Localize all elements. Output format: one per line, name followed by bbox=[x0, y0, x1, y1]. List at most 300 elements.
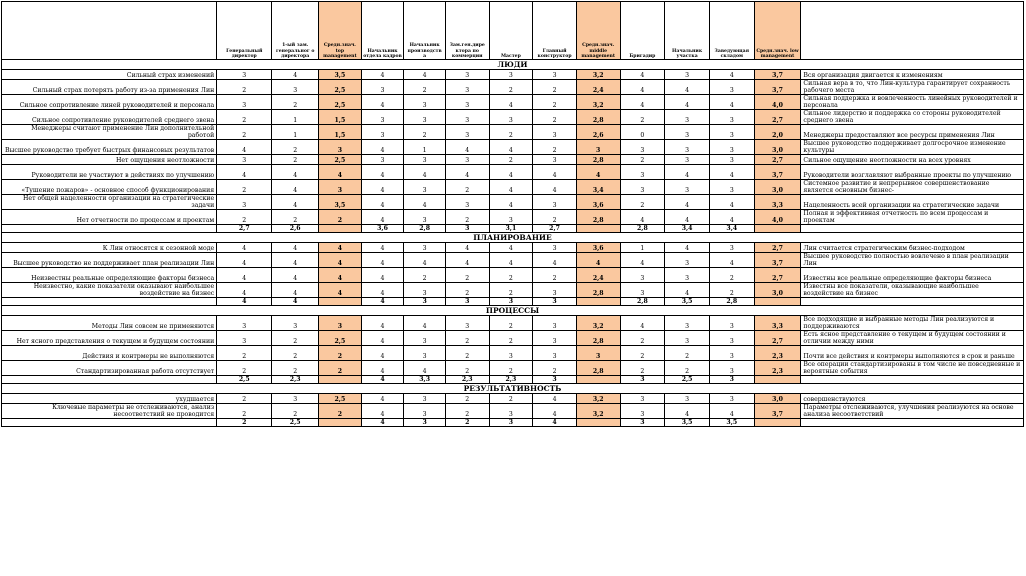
score-cell: 3 bbox=[665, 70, 710, 80]
score-cell: 2 bbox=[620, 155, 665, 165]
average-cell: 2,3 bbox=[489, 376, 533, 384]
score-cell: 3 bbox=[445, 110, 489, 125]
average-cell: 3,1 bbox=[489, 225, 533, 233]
score-cell: 3 bbox=[665, 316, 710, 331]
score-cell: 3,7 bbox=[754, 80, 801, 95]
score-cell: 3 bbox=[404, 243, 446, 253]
row-label: Сильный страх потерять работу из-за применения Лин bbox=[2, 80, 217, 95]
row-label: Высшее руководство не поддерживает план реализации Лин bbox=[2, 253, 217, 268]
score-cell: 3 bbox=[404, 155, 446, 165]
score-cell: 2 bbox=[404, 80, 446, 95]
score-cell: 3 bbox=[319, 316, 362, 331]
score-cell: 4 bbox=[361, 404, 404, 419]
table-row bbox=[2, 110, 1024, 125]
score-cell: 4 bbox=[620, 316, 665, 331]
score-cell: 3 bbox=[709, 331, 754, 346]
score-cell: 2 bbox=[709, 268, 754, 283]
average-cell: 2,8 bbox=[709, 298, 754, 306]
section-header-row bbox=[2, 60, 1024, 70]
score-cell: 2 bbox=[319, 346, 362, 361]
score-cell: 2 bbox=[620, 361, 665, 376]
score-cell: 3 bbox=[404, 394, 446, 404]
section-header-row bbox=[2, 384, 1024, 394]
score-cell: 3 bbox=[665, 268, 710, 283]
average-cell bbox=[754, 225, 801, 233]
section-header-row bbox=[2, 233, 1024, 243]
score-cell: 3 bbox=[319, 140, 362, 155]
score-cell: 0 bbox=[620, 125, 665, 140]
score-cell: 2 bbox=[272, 140, 319, 155]
score-cell: 4 bbox=[709, 404, 754, 419]
row-target-description: Руководители возглавляют выбранные проекты по улучшению bbox=[801, 165, 1024, 180]
row-label: Нет ясного представления о текущем и будущем состоянии bbox=[2, 331, 217, 346]
score-cell: 2 bbox=[217, 180, 272, 195]
score-cell: 4 bbox=[361, 165, 404, 180]
score-cell: 3 bbox=[533, 155, 577, 165]
section-title: РЕЗУЛЬТАТИВНОСТЬ bbox=[2, 384, 1024, 394]
row-label: «Тушение пожаров» - основное способ функционирования bbox=[2, 180, 217, 195]
average-cell bbox=[754, 419, 801, 427]
row-label: Нет ощущения неотложности bbox=[2, 155, 217, 165]
table-row bbox=[2, 331, 1024, 346]
average-cell: 2,8 bbox=[620, 225, 665, 233]
score-cell: 2,4 bbox=[576, 268, 620, 283]
score-cell: 4 bbox=[489, 165, 533, 180]
score-cell: 2 bbox=[272, 210, 319, 225]
score-cell: 4 bbox=[709, 95, 754, 110]
row-target-description: Высшее руководство поддерживает долгосрочное изменение культуры bbox=[801, 140, 1024, 155]
score-cell: 3 bbox=[620, 180, 665, 195]
average-cell: 3,5 bbox=[665, 419, 710, 427]
average-row bbox=[2, 298, 1024, 306]
score-cell: 3 bbox=[709, 125, 754, 140]
header-row bbox=[2, 2, 1024, 60]
score-cell: 4 bbox=[361, 180, 404, 195]
score-cell: 3 bbox=[361, 125, 404, 140]
score-cell: 2 bbox=[217, 404, 272, 419]
score-cell: 4 bbox=[709, 165, 754, 180]
score-cell: 3 bbox=[576, 346, 620, 361]
score-cell: 3 bbox=[665, 155, 710, 165]
score-cell: 4 bbox=[489, 195, 533, 210]
score-cell: 4,0 bbox=[754, 210, 801, 225]
row-target-description: Нацеленность всей организации на стратегические задачи bbox=[801, 195, 1024, 210]
score-cell: 4 bbox=[404, 165, 446, 180]
score-cell: 2,8 bbox=[576, 331, 620, 346]
score-cell: 4 bbox=[489, 140, 533, 155]
score-cell: 4 bbox=[217, 165, 272, 180]
score-cell: 4 bbox=[361, 346, 404, 361]
score-cell: 2,5 bbox=[319, 80, 362, 95]
row-target-description: совершенствуются bbox=[801, 394, 1024, 404]
score-cell: 3 bbox=[533, 125, 577, 140]
score-cell: 2 bbox=[533, 361, 577, 376]
row-target-description: Есть ясное представление о текущем и будущем состоянии и отличии между ними bbox=[801, 331, 1024, 346]
average-cell: 4 bbox=[361, 419, 404, 427]
score-cell: 3,0 bbox=[754, 283, 801, 298]
score-cell: 3 bbox=[404, 210, 446, 225]
score-cell: 4 bbox=[665, 210, 710, 225]
score-cell: 2 bbox=[445, 210, 489, 225]
score-cell: 4 bbox=[665, 165, 710, 180]
table-row bbox=[2, 165, 1024, 180]
row-label: Руководители не участвуют в действиях по улучшению bbox=[2, 165, 217, 180]
score-cell: 2,8 bbox=[576, 210, 620, 225]
score-cell: 1 bbox=[272, 110, 319, 125]
score-cell: 3 bbox=[665, 331, 710, 346]
average-cell bbox=[319, 419, 362, 427]
header-right-cell bbox=[801, 2, 1024, 60]
score-cell: 4 bbox=[533, 394, 577, 404]
score-cell: 3 bbox=[445, 125, 489, 140]
section-header-row bbox=[2, 306, 1024, 316]
score-cell: 4 bbox=[404, 195, 446, 210]
score-cell: 4 bbox=[665, 404, 710, 419]
table-row bbox=[2, 243, 1024, 253]
score-cell: 1 bbox=[620, 243, 665, 253]
score-cell: 2 bbox=[272, 346, 319, 361]
score-cell: 2 bbox=[489, 316, 533, 331]
score-cell: 2 bbox=[533, 110, 577, 125]
score-cell: 2 bbox=[217, 110, 272, 125]
score-cell: 3,0 bbox=[754, 180, 801, 195]
table-row bbox=[2, 195, 1024, 210]
score-cell: 4 bbox=[319, 283, 362, 298]
score-cell: 3 bbox=[620, 140, 665, 155]
score-cell: 4 bbox=[361, 268, 404, 283]
table-row bbox=[2, 80, 1024, 95]
average-right-cell bbox=[801, 225, 1024, 233]
score-cell: 4 bbox=[361, 361, 404, 376]
score-cell: 3,4 bbox=[576, 180, 620, 195]
score-cell: 4 bbox=[533, 253, 577, 268]
score-cell: 2 bbox=[620, 346, 665, 361]
average-cell: 4 bbox=[361, 376, 404, 384]
average-cell bbox=[319, 225, 362, 233]
score-cell: 2,7 bbox=[754, 155, 801, 165]
score-cell: 2,7 bbox=[754, 243, 801, 253]
score-cell: 3,7 bbox=[754, 70, 801, 80]
score-cell: 4 bbox=[404, 316, 446, 331]
score-cell: 4 bbox=[404, 70, 446, 80]
score-cell: 4 bbox=[576, 165, 620, 180]
score-cell: 3,5 bbox=[319, 70, 362, 80]
section-title: ПРОЦЕССЫ bbox=[2, 306, 1024, 316]
score-cell: 2 bbox=[489, 155, 533, 165]
average-cell: 4 bbox=[272, 298, 319, 306]
score-cell: 4 bbox=[665, 80, 710, 95]
score-cell: 3 bbox=[709, 140, 754, 155]
score-cell: 4 bbox=[489, 180, 533, 195]
row-target-description: Параметры отслеживаются, улучшения реализуются на основе анализа несоответствий bbox=[801, 404, 1024, 419]
score-cell: 4 bbox=[272, 195, 319, 210]
score-cell: 4 bbox=[361, 331, 404, 346]
score-cell: 2 bbox=[489, 125, 533, 140]
average-cell: 3,5 bbox=[665, 298, 710, 306]
score-cell: 3 bbox=[404, 404, 446, 419]
score-cell: 3 bbox=[620, 394, 665, 404]
score-cell: 2,8 bbox=[576, 110, 620, 125]
score-cell: 4 bbox=[445, 253, 489, 268]
score-cell: 3 bbox=[489, 70, 533, 80]
score-cell: 2 bbox=[445, 404, 489, 419]
score-cell: 4 bbox=[361, 140, 404, 155]
score-cell: 4 bbox=[272, 243, 319, 253]
average-cell: 3 bbox=[445, 298, 489, 306]
score-cell: 2 bbox=[533, 95, 577, 110]
row-label: Методы Лин совсем не применяются bbox=[2, 316, 217, 331]
score-cell: 2 bbox=[319, 404, 362, 419]
row-target-description: Вся организация двигается к изменениям bbox=[801, 70, 1024, 80]
score-cell: 4 bbox=[489, 243, 533, 253]
score-cell: 2,0 bbox=[754, 125, 801, 140]
score-cell: 3 bbox=[217, 316, 272, 331]
score-cell: 2 bbox=[272, 95, 319, 110]
average-cell: 3 bbox=[489, 419, 533, 427]
score-cell: 4 bbox=[665, 243, 710, 253]
score-cell: 3 bbox=[445, 80, 489, 95]
score-cell: 3 bbox=[620, 165, 665, 180]
row-label: Сильный страх изменений bbox=[2, 70, 217, 80]
score-cell: 3 bbox=[576, 140, 620, 155]
score-cell: 3,7 bbox=[754, 404, 801, 419]
score-cell: 4 bbox=[272, 70, 319, 80]
score-cell: 2 bbox=[533, 140, 577, 155]
column-header: Зам.ген.дире ктора по коммерции bbox=[445, 2, 489, 60]
score-cell: 2 bbox=[489, 394, 533, 404]
row-label: К Лин относятся к сезонной моде bbox=[2, 243, 217, 253]
score-cell: 4 bbox=[445, 140, 489, 155]
average-label-cell bbox=[2, 419, 217, 427]
column-header: Заведующая складом bbox=[709, 2, 754, 60]
table-row bbox=[2, 70, 1024, 80]
score-cell: 3 bbox=[620, 404, 665, 419]
average-cell: 3,6 bbox=[361, 225, 404, 233]
score-cell: 3 bbox=[489, 210, 533, 225]
score-cell: 2 bbox=[489, 361, 533, 376]
score-cell: 2 bbox=[533, 268, 577, 283]
score-cell: 2,8 bbox=[576, 283, 620, 298]
score-cell: 2 bbox=[489, 283, 533, 298]
column-header: Средн.знач. top management bbox=[319, 2, 362, 60]
score-cell: 2 bbox=[445, 268, 489, 283]
score-cell: 2 bbox=[217, 125, 272, 140]
row-target-description: Сильное лидерство и поддержка со стороны руководителей среднего звена bbox=[801, 110, 1024, 125]
row-label: Ключевые параметры не отслеживаются, анализ несоответствий не проводится bbox=[2, 404, 217, 419]
score-cell: 2 bbox=[272, 331, 319, 346]
average-cell: 2,7 bbox=[533, 225, 577, 233]
score-cell: 1,5 bbox=[319, 125, 362, 140]
score-cell: 2 bbox=[217, 361, 272, 376]
score-cell: 4 bbox=[665, 195, 710, 210]
score-cell: 2 bbox=[489, 331, 533, 346]
table-row bbox=[2, 140, 1024, 155]
score-cell: 2 bbox=[620, 195, 665, 210]
score-cell: 2,7 bbox=[754, 268, 801, 283]
average-cell bbox=[319, 376, 362, 384]
score-cell: 2,8 bbox=[576, 361, 620, 376]
score-cell: 3 bbox=[445, 70, 489, 80]
score-cell: 3,2 bbox=[576, 404, 620, 419]
average-row bbox=[2, 376, 1024, 384]
column-header: Средн.знач. low management bbox=[754, 2, 801, 60]
score-cell: 2,7 bbox=[754, 331, 801, 346]
average-cell bbox=[576, 376, 620, 384]
score-cell: 3 bbox=[620, 268, 665, 283]
score-cell: 4 bbox=[361, 253, 404, 268]
score-cell: 4 bbox=[620, 95, 665, 110]
average-cell: 2,7 bbox=[217, 225, 272, 233]
score-cell: 2 bbox=[404, 268, 446, 283]
score-cell: 2,5 bbox=[319, 394, 362, 404]
score-cell: 4 bbox=[709, 195, 754, 210]
score-cell: 4 bbox=[489, 253, 533, 268]
table-row bbox=[2, 346, 1024, 361]
average-cell: 4 bbox=[217, 298, 272, 306]
score-cell: 4 bbox=[445, 165, 489, 180]
score-cell: 3 bbox=[665, 110, 710, 125]
score-cell: 2 bbox=[533, 210, 577, 225]
score-cell: 3 bbox=[533, 243, 577, 253]
average-cell bbox=[754, 376, 801, 384]
average-cell: 3 bbox=[404, 298, 446, 306]
score-cell: 3 bbox=[489, 404, 533, 419]
score-cell: 4 bbox=[620, 80, 665, 95]
score-cell: 3,3 bbox=[754, 195, 801, 210]
score-cell: 2 bbox=[709, 283, 754, 298]
table-row bbox=[2, 404, 1024, 419]
score-cell: 4 bbox=[272, 165, 319, 180]
average-cell: 4 bbox=[533, 419, 577, 427]
column-header: Начальник отдела кадров bbox=[361, 2, 404, 60]
score-cell: 4 bbox=[533, 180, 577, 195]
table-row bbox=[2, 125, 1024, 140]
row-target-description: Известны все показатели, оказывающие наибольшее воздействие на бизнес bbox=[801, 283, 1024, 298]
row-target-description: Сильная вера в то, что Лин-культура гарантирует сохранность рабочего места bbox=[801, 80, 1024, 95]
average-cell: 2,5 bbox=[217, 376, 272, 384]
table-row bbox=[2, 316, 1024, 331]
score-cell: 2 bbox=[272, 155, 319, 165]
average-cell: 2,5 bbox=[665, 376, 710, 384]
score-cell: 4 bbox=[576, 253, 620, 268]
score-cell: 3 bbox=[665, 394, 710, 404]
average-cell: 3 bbox=[620, 376, 665, 384]
column-header: 1-ый зам. генеральног о директора bbox=[272, 2, 319, 60]
column-header: Мастер bbox=[489, 2, 533, 60]
table-row bbox=[2, 210, 1024, 225]
score-cell: 3 bbox=[620, 283, 665, 298]
score-cell: 2,3 bbox=[754, 361, 801, 376]
score-cell: 4 bbox=[361, 95, 404, 110]
score-cell: 3,2 bbox=[576, 394, 620, 404]
score-cell: 2 bbox=[217, 394, 272, 404]
score-cell: 3,7 bbox=[754, 253, 801, 268]
table-row bbox=[2, 180, 1024, 195]
score-cell: 1 bbox=[272, 125, 319, 140]
table-row bbox=[2, 268, 1024, 283]
score-cell: 4 bbox=[319, 243, 362, 253]
score-cell: 3 bbox=[709, 316, 754, 331]
row-label: Сильное сопротивление линей руководителей и персонала bbox=[2, 95, 217, 110]
score-cell: 4 bbox=[709, 253, 754, 268]
score-cell: 4 bbox=[404, 361, 446, 376]
score-cell: 3,2 bbox=[576, 95, 620, 110]
average-cell: 3 bbox=[445, 225, 489, 233]
score-cell: 2 bbox=[445, 180, 489, 195]
average-cell: 2,8 bbox=[620, 298, 665, 306]
score-cell: 4 bbox=[404, 253, 446, 268]
score-cell: 3 bbox=[217, 155, 272, 165]
table-row bbox=[2, 394, 1024, 404]
row-label: Сильное сопротивление руководителей среднего звена bbox=[2, 110, 217, 125]
score-cell: 3 bbox=[217, 331, 272, 346]
score-cell: 4,0 bbox=[754, 95, 801, 110]
average-right-cell bbox=[801, 376, 1024, 384]
score-cell: 2,3 bbox=[754, 346, 801, 361]
score-cell: 4 bbox=[620, 253, 665, 268]
average-cell: 3 bbox=[533, 298, 577, 306]
score-cell: 2 bbox=[445, 283, 489, 298]
average-cell: 2 bbox=[217, 419, 272, 427]
average-right-cell bbox=[801, 298, 1024, 306]
score-cell: 2,4 bbox=[576, 80, 620, 95]
score-cell: 3 bbox=[361, 110, 404, 125]
assessment-table bbox=[1, 1, 1024, 427]
score-cell: 2 bbox=[272, 361, 319, 376]
table-row bbox=[2, 283, 1024, 298]
header-label-cell bbox=[2, 2, 217, 60]
score-cell: 3 bbox=[217, 70, 272, 80]
row-label: Высшее руководство требует быстрых финансовых результатов bbox=[2, 140, 217, 155]
score-cell: 4 bbox=[272, 268, 319, 283]
score-cell: 3 bbox=[217, 195, 272, 210]
score-cell: 3 bbox=[489, 346, 533, 361]
score-cell: 3 bbox=[272, 394, 319, 404]
row-label: Менеджеры считают применение Лин дополнительной работой bbox=[2, 125, 217, 140]
table-row bbox=[2, 95, 1024, 110]
score-cell: 3,2 bbox=[576, 316, 620, 331]
score-cell: 2 bbox=[404, 125, 446, 140]
row-target-description: Известны все реальные определяющие факторы бизнеса bbox=[801, 268, 1024, 283]
score-cell: 3 bbox=[709, 361, 754, 376]
average-cell: 3 bbox=[533, 376, 577, 384]
score-cell: 3 bbox=[272, 80, 319, 95]
score-cell: 3 bbox=[665, 125, 710, 140]
average-cell bbox=[576, 298, 620, 306]
average-row bbox=[2, 419, 1024, 427]
row-label: Неизвестно, какие показатели оказывают наибольшее воздействие на бизнес bbox=[2, 283, 217, 298]
score-cell: 2 bbox=[665, 361, 710, 376]
score-cell: 3 bbox=[709, 80, 754, 95]
score-cell: 2,7 bbox=[754, 110, 801, 125]
score-cell: 4 bbox=[217, 140, 272, 155]
score-cell: 3 bbox=[665, 140, 710, 155]
score-cell: 2,5 bbox=[319, 155, 362, 165]
score-cell: 4 bbox=[217, 253, 272, 268]
score-cell: 4 bbox=[361, 394, 404, 404]
score-cell: 4 bbox=[217, 268, 272, 283]
average-cell: 3 bbox=[709, 376, 754, 384]
score-cell: 4 bbox=[533, 165, 577, 180]
score-cell: 3 bbox=[533, 195, 577, 210]
row-target-description: Все операции стандартизированы в том числе не повседневные и вероятные события bbox=[801, 361, 1024, 376]
column-header: Начальник участка bbox=[665, 2, 710, 60]
column-header: Бригадир bbox=[620, 2, 665, 60]
row-target-description: Системное развитие и непрерывное совершенствование является основным бизнес- bbox=[801, 180, 1024, 195]
score-cell: 4 bbox=[272, 253, 319, 268]
score-cell: 3 bbox=[404, 95, 446, 110]
score-cell: 2 bbox=[620, 110, 665, 125]
